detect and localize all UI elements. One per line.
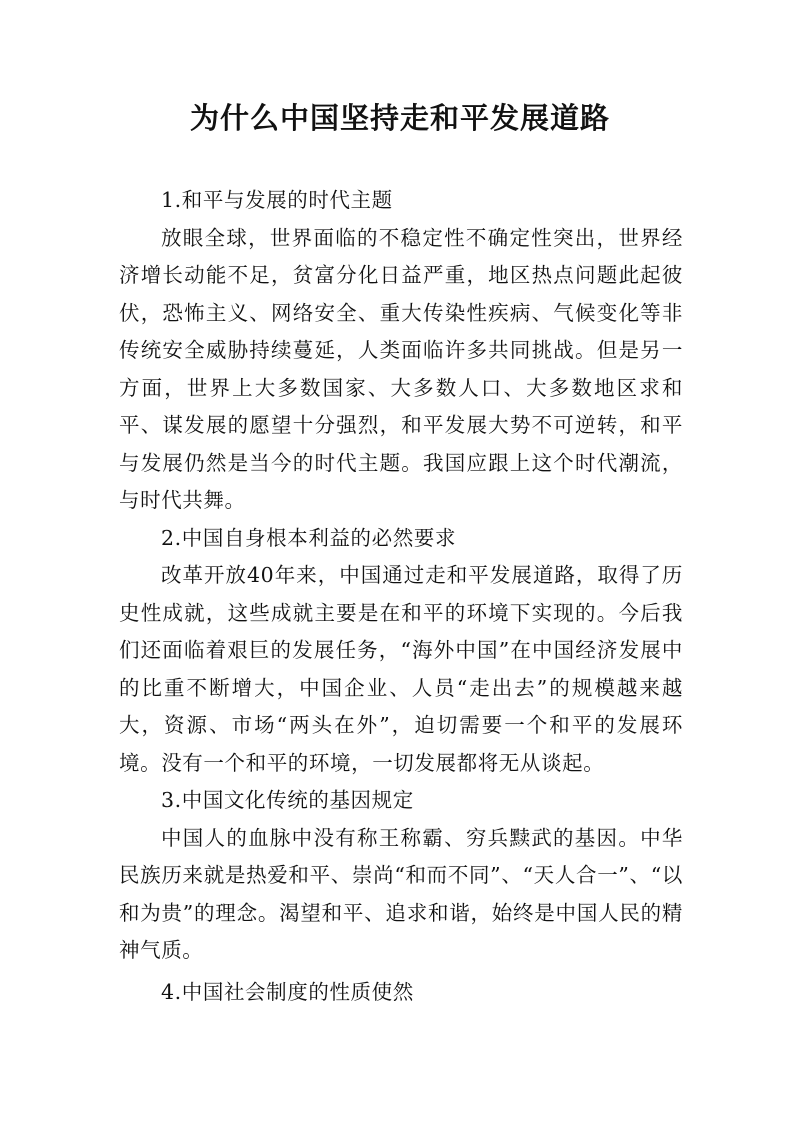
section-2-paragraph: 改革开放40年来，中国通过走和平发展道路，取得了历史性成就，这些成就主要是在和平的环境下实现的。今后我们还面临着艰巨的发展任务，“海外中国”在中国经济发展中的比重不断增大，中国企业、人员“走出去”的规模越来越大，资源、市场“两头在外”，迫切需要一个和平的发展环境。没有一个和平的环境，一切发展都将无从谈起。: [119, 563, 683, 775]
section-1-paragraph: 放眼全球，世界面临的不稳定性不确定性突出，世界经济增长动能不足，贫富分化日益严重，地区热点问题此起彼伏，恐怖主义、网络安全、重大传染性疾病、气候变化等非传统安全威胁持续蔓延，人类面临许多共同挑战。但是另一方面，世界上大多数国家、大多数人口、大多数地区求和平、谋发展的愿望十分强烈，和平发展大势不可逆转，和平与发展仍然是当今的时代主题。我国应跟上这个时代潮流，与时代共舞。: [119, 225, 683, 512]
section-4-heading: 4.中国社会制度的性质使然: [161, 979, 414, 1004]
section-3-heading: 3.中国文化传统的基因规定: [161, 788, 414, 812]
section-2-heading: 2.中国自身根本利益的必然要求: [161, 525, 457, 550]
section-1-heading: 1.和平与发展的时代主题: [161, 188, 393, 212]
document-body: [119, 182, 683, 1011]
document-title: 为什么中国坚持走和平发展道路: [189, 101, 610, 135]
section-3-paragraph: 中国人的血脉中没有称王称霸、穷兵黩武的基因。中华民族历来就是热爱和平、崇尚“和而不同”、“天人合一”、“以和为贵”的理念。渴望和平、追求和谐，始终是中国人民的精神气质。: [119, 825, 683, 962]
